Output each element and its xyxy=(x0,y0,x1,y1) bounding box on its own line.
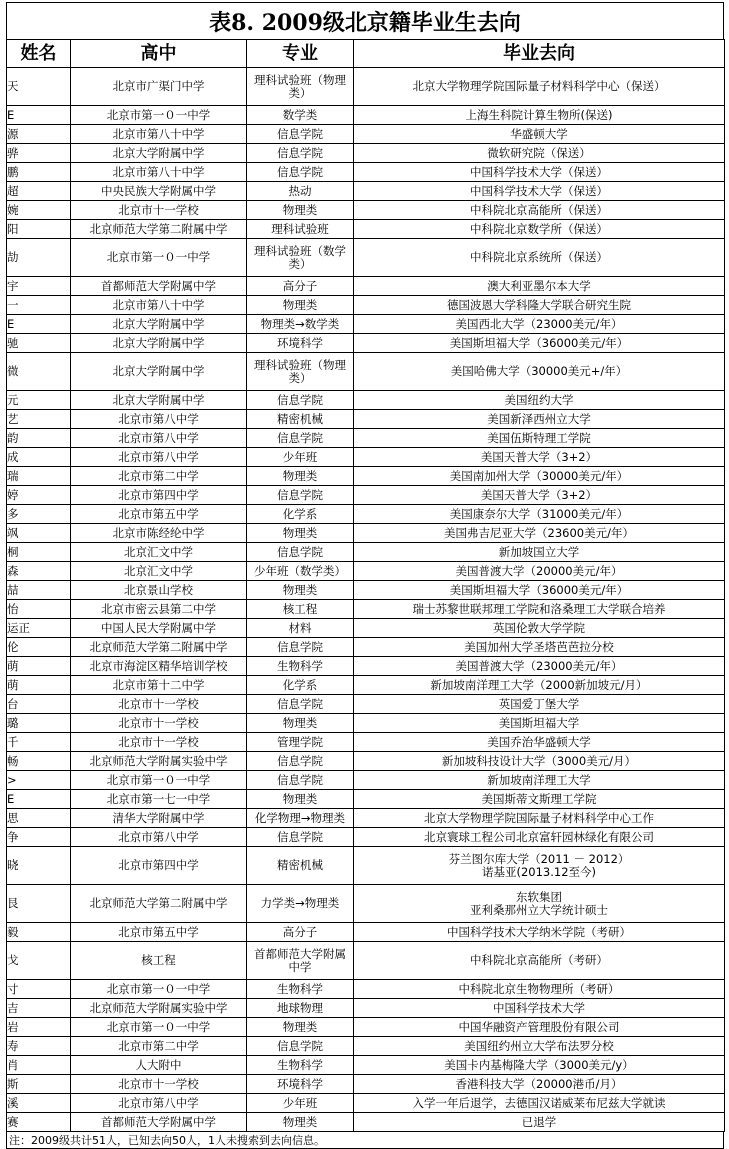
school-cell: 北京市广渠门中学 xyxy=(71,68,247,106)
school-cell: 北京市第一０一中学 xyxy=(71,106,247,125)
school-cell: 清华大学附属中学 xyxy=(71,809,247,828)
table-body xyxy=(7,68,725,1132)
table-row xyxy=(7,410,725,429)
table-row xyxy=(7,163,725,182)
school-cell: 北京大学附属中学 xyxy=(71,315,247,334)
name-cell: E xyxy=(7,106,71,125)
table-row xyxy=(7,999,725,1018)
name-cell: 婷 xyxy=(7,486,71,505)
header-major: 专业 xyxy=(247,40,354,68)
destination-cell: 中国科学技术大学（保送） xyxy=(354,182,725,201)
school-cell: 北京市第八中学 xyxy=(71,429,247,448)
major-cell: 信息学院 xyxy=(247,771,354,790)
table-row xyxy=(7,1018,725,1037)
name-cell: 成 xyxy=(7,448,71,467)
footnote: 注：2009级共计51人，已知去向50人，1人未搜索到去向信息。 xyxy=(6,1132,724,1149)
table-row xyxy=(7,714,725,733)
name-cell: 元 xyxy=(7,391,71,410)
major-cell: 信息学院 xyxy=(247,144,354,163)
name-cell: 飒 xyxy=(7,524,71,543)
name-cell: > xyxy=(7,771,71,790)
major-cell: 环境科学 xyxy=(247,1075,354,1094)
name-cell: 畅 xyxy=(7,752,71,771)
destination-cell: 北京寰球工程公司北京富轩园林绿化有限公司 xyxy=(354,828,725,847)
destination-cell: 中科院北京高能所（保送） xyxy=(354,201,725,220)
destination-cell: 美国西北大学（23000美元/年） xyxy=(354,315,725,334)
school-cell: 北京市密云县第二中学 xyxy=(71,600,247,619)
school-cell: 首都师范大学附属中学 xyxy=(71,1113,247,1132)
table-row xyxy=(7,581,725,600)
name-cell: 韵 xyxy=(7,429,71,448)
school-cell: 中国人民大学附属中学 xyxy=(71,619,247,638)
major-cell: 物理类 xyxy=(247,714,354,733)
school-cell: 北京大学附属中学 xyxy=(71,144,247,163)
name-cell: 吉 xyxy=(7,999,71,1018)
destination-cell: 中科院北京系统所（保送） xyxy=(354,239,725,277)
table-row xyxy=(7,695,725,714)
major-cell: 物理类 xyxy=(247,790,354,809)
name-cell: 超 xyxy=(7,182,71,201)
school-cell: 北京市第一七一中学 xyxy=(71,790,247,809)
destination-cell: 中科院北京生物物理所（考研） xyxy=(354,980,725,999)
name-cell: 赛 xyxy=(7,1113,71,1132)
destination-cell: 美国斯坦福大学 xyxy=(354,714,725,733)
school-cell: 北京师范大学第二附属中学 xyxy=(71,220,247,239)
school-cell: 北京汇文中学 xyxy=(71,543,247,562)
header-name: 姓名 xyxy=(7,40,71,68)
destination-cell: 美国加州大学圣塔芭芭拉分校 xyxy=(354,638,725,657)
destination-cell: 美国弗吉尼亚大学（23600美元/年） xyxy=(354,524,725,543)
name-cell: 萌 xyxy=(7,676,71,695)
name-cell: 运正 xyxy=(7,619,71,638)
major-cell: 生物科学 xyxy=(247,657,354,676)
destination-cell: 美国哈佛大学（30000美元+/年） xyxy=(354,353,725,391)
major-cell: 精密机械 xyxy=(247,847,354,885)
school-cell: 北京市十一学校 xyxy=(71,714,247,733)
table-row xyxy=(7,980,725,999)
destination-cell: 北京大学物理学院国际量子材料科学中心（保送） xyxy=(354,68,725,106)
name-cell: 鹏 xyxy=(7,163,71,182)
name-cell: 戈 xyxy=(7,942,71,980)
school-cell: 北京大学附属中学 xyxy=(71,353,247,391)
name-cell: 艮 xyxy=(7,885,71,923)
name-cell: 寿 xyxy=(7,1037,71,1056)
table-row xyxy=(7,429,725,448)
major-cell: 数学类 xyxy=(247,106,354,125)
destination-cell: 美国南加州大学（30000美元/年） xyxy=(354,467,725,486)
major-cell: 高分子 xyxy=(247,923,354,942)
major-cell: 少年班 xyxy=(247,1094,354,1113)
name-cell: 驰 xyxy=(7,334,71,353)
destination-cell: 上海生科院计算生物所(保送) xyxy=(354,106,725,125)
destination-cell: 东软集团 亚利桑那州立大学统计硕士 xyxy=(354,885,725,923)
major-cell: 信息学院 xyxy=(247,752,354,771)
table-row xyxy=(7,1075,725,1094)
table-row xyxy=(7,676,725,695)
destination-cell: 美国斯坦福大学（36000美元/年） xyxy=(354,334,725,353)
school-cell: 核工程 xyxy=(71,942,247,980)
school-cell: 中央民族大学附属中学 xyxy=(71,182,247,201)
school-cell: 北京大学附属中学 xyxy=(71,391,247,410)
destination-cell: 英国爱丁堡大学 xyxy=(354,695,725,714)
table-row xyxy=(7,600,725,619)
major-cell: 化学系 xyxy=(247,676,354,695)
table-row xyxy=(7,1056,725,1075)
major-cell: 热动 xyxy=(247,182,354,201)
table-row xyxy=(7,239,725,277)
major-cell: 首都师范大学附属中学 xyxy=(247,942,354,980)
major-cell: 物理类 xyxy=(247,201,354,220)
school-cell: 北京市第二中学 xyxy=(71,1037,247,1056)
major-cell: 物理类 xyxy=(247,524,354,543)
major-cell: 理科试验班（数学类） xyxy=(247,239,354,277)
school-cell: 首都师范大学附属中学 xyxy=(71,277,247,296)
table-row xyxy=(7,296,725,315)
name-cell: 多 xyxy=(7,505,71,524)
destination-cell: 澳大利亚墨尔本大学 xyxy=(354,277,725,296)
school-cell: 北京市第十二中学 xyxy=(71,676,247,695)
table-row xyxy=(7,619,725,638)
table-row xyxy=(7,923,725,942)
school-cell: 北京市十一学校 xyxy=(71,201,247,220)
name-cell: 天 xyxy=(7,68,71,106)
school-cell: 北京市十一学校 xyxy=(71,1075,247,1094)
table-row xyxy=(7,657,725,676)
table-row xyxy=(7,201,725,220)
major-cell: 物理类→数学类 xyxy=(247,315,354,334)
school-cell: 北京市第一０一中学 xyxy=(71,980,247,999)
major-cell: 信息学院 xyxy=(247,695,354,714)
table-row xyxy=(7,220,725,239)
major-cell: 信息学院 xyxy=(247,163,354,182)
table-row xyxy=(7,733,725,752)
destination-cell: 芬兰图尔库大学（2011 － 2012） 诺基亚(2013.12至今) xyxy=(354,847,725,885)
table-row xyxy=(7,486,725,505)
table-row xyxy=(7,505,725,524)
destination-cell: 新加坡南洋理工大学（2000新加坡元/月） xyxy=(354,676,725,695)
destination-cell: 美国斯蒂文斯理工学院 xyxy=(354,790,725,809)
destination-cell: 新加坡南洋理工大学 xyxy=(354,771,725,790)
name-cell: 思 xyxy=(7,809,71,828)
name-cell: 源 xyxy=(7,125,71,144)
major-cell: 化学系 xyxy=(247,505,354,524)
table-row xyxy=(7,1113,725,1132)
name-cell: 一 xyxy=(7,296,71,315)
destination-cell: 中国科学技术大学纳米学院（考研） xyxy=(354,923,725,942)
destination-cell: 英国伦敦大学学院 xyxy=(354,619,725,638)
destination-cell: 美国新泽西州立大学 xyxy=(354,410,725,429)
destination-cell: 美国普渡大学（23000美元/年） xyxy=(354,657,725,676)
table-row xyxy=(7,543,725,562)
destination-cell: 美国乔治华盛顿大学 xyxy=(354,733,725,752)
major-cell: 少年班（数学类） xyxy=(247,562,354,581)
destination-cell: 美国天普大学（3+2） xyxy=(354,486,725,505)
school-cell: 北京师范大学第二附属中学 xyxy=(71,885,247,923)
header-row xyxy=(7,40,725,68)
name-cell: 骅 xyxy=(7,144,71,163)
major-cell: 物理类 xyxy=(247,467,354,486)
destination-cell: 美国卡内基梅隆大学（3000美元/y） xyxy=(354,1056,725,1075)
destination-cell: 美国伍斯特理工学院 xyxy=(354,429,725,448)
document xyxy=(6,2,724,1149)
major-cell: 信息学院 xyxy=(247,638,354,657)
school-cell: 北京市第四中学 xyxy=(71,847,247,885)
major-cell: 精密机械 xyxy=(247,410,354,429)
major-cell: 信息学院 xyxy=(247,125,354,144)
name-cell: 劼 xyxy=(7,239,71,277)
school-cell: 北京市第二中学 xyxy=(71,467,247,486)
major-cell: 物理类 xyxy=(247,581,354,600)
school-cell: 北京市第五中学 xyxy=(71,923,247,942)
major-cell: 高分子 xyxy=(247,277,354,296)
destination-cell: 已退学 xyxy=(354,1113,725,1132)
name-cell: 瑞 xyxy=(7,467,71,486)
name-cell: 阳 xyxy=(7,220,71,239)
name-cell: 萌 xyxy=(7,657,71,676)
school-cell: 北京市第八十中学 xyxy=(71,125,247,144)
table-row xyxy=(7,448,725,467)
major-cell: 地球物理 xyxy=(247,999,354,1018)
major-cell: 理科试验班（物理类） xyxy=(247,353,354,391)
major-cell: 力学类→物理类 xyxy=(247,885,354,923)
school-cell: 北京市第一０一中学 xyxy=(71,239,247,277)
name-cell: 喆 xyxy=(7,581,71,600)
school-cell: 北京汇文中学 xyxy=(71,562,247,581)
major-cell: 物理类 xyxy=(247,296,354,315)
destination-cell: 微软研究院（保送） xyxy=(354,144,725,163)
destination-cell: 新加坡科技设计大学（3000美元/月） xyxy=(354,752,725,771)
name-cell: E xyxy=(7,315,71,334)
name-cell: 怡 xyxy=(7,600,71,619)
major-cell: 化学物理→物理类 xyxy=(247,809,354,828)
destination-cell: 新加坡国立大学 xyxy=(354,543,725,562)
major-cell: 信息学院 xyxy=(247,391,354,410)
major-cell: 材料 xyxy=(247,619,354,638)
major-cell: 生物科学 xyxy=(247,980,354,999)
name-cell: 岩 xyxy=(7,1018,71,1037)
destination-cell: 美国天普大学（3+2） xyxy=(354,448,725,467)
name-cell: 森 xyxy=(7,562,71,581)
table-row xyxy=(7,68,725,106)
name-cell: 璐 xyxy=(7,714,71,733)
table-row xyxy=(7,315,725,334)
destination-cell: 美国普渡大学（20000美元/年） xyxy=(354,562,725,581)
school-cell: 北京市十一学校 xyxy=(71,733,247,752)
school-cell: 人大附中 xyxy=(71,1056,247,1075)
school-cell: 北京师范大学附属实验中学 xyxy=(71,752,247,771)
table-row xyxy=(7,277,725,296)
table-row xyxy=(7,106,725,125)
major-cell: 信息学院 xyxy=(247,828,354,847)
school-cell: 北京景山学校 xyxy=(71,581,247,600)
major-cell: 物理类 xyxy=(247,1018,354,1037)
name-cell: 溪 xyxy=(7,1094,71,1113)
table-row xyxy=(7,847,725,885)
name-cell: 斯 xyxy=(7,1075,71,1094)
table-row xyxy=(7,790,725,809)
name-cell: 台 xyxy=(7,695,71,714)
table-row xyxy=(7,885,725,923)
school-cell: 北京市第四中学 xyxy=(71,486,247,505)
school-cell: 北京师范大学附属实验中学 xyxy=(71,999,247,1018)
major-cell: 物理类 xyxy=(247,1113,354,1132)
destination-cell: 瑞士苏黎世联邦理工学院和洛桑理工大学联合培养 xyxy=(354,600,725,619)
name-cell: E xyxy=(7,790,71,809)
school-cell: 北京大学附属中学 xyxy=(71,334,247,353)
major-cell: 管理学院 xyxy=(247,733,354,752)
name-cell: 寸 xyxy=(7,980,71,999)
destination-cell: 中国华融资产管理股份有限公司 xyxy=(354,1018,725,1037)
school-cell: 北京市第一０一中学 xyxy=(71,771,247,790)
school-cell: 北京师范大学第二附属中学 xyxy=(71,638,247,657)
major-cell: 生物科学 xyxy=(247,1056,354,1075)
name-cell: 桐 xyxy=(7,543,71,562)
table-row xyxy=(7,638,725,657)
destination-cell: 中科院北京数学所（保送） xyxy=(354,220,725,239)
destination-cell: 德国波恩大学科隆大学联合研究生院 xyxy=(354,296,725,315)
major-cell: 核工程 xyxy=(247,600,354,619)
school-cell: 北京市第八中学 xyxy=(71,448,247,467)
school-cell: 北京市第八中学 xyxy=(71,1094,247,1113)
table-row xyxy=(7,771,725,790)
school-cell: 北京市陈经纶中学 xyxy=(71,524,247,543)
name-cell: 晓 xyxy=(7,847,71,885)
table-row xyxy=(7,828,725,847)
header-destination: 毕业去向 xyxy=(354,40,725,68)
name-cell: 婉 xyxy=(7,201,71,220)
destination-cell: 中科院北京高能所（考研） xyxy=(354,942,725,980)
table-title: 表8. 2009级北京籍毕业生去向 xyxy=(6,2,724,39)
school-cell: 北京市第五中学 xyxy=(71,505,247,524)
major-cell: 理科试验班（物理类） xyxy=(247,68,354,106)
destination-cell: 美国斯坦福大学（36000美元/年） xyxy=(354,581,725,600)
name-cell: 争 xyxy=(7,828,71,847)
table-row xyxy=(7,353,725,391)
destination-cell: 香港科技大学（20000港币/月） xyxy=(354,1075,725,1094)
name-cell: 肖 xyxy=(7,1056,71,1075)
school-cell: 北京市第一０一中学 xyxy=(71,1018,247,1037)
school-cell: 北京市第八十中学 xyxy=(71,163,247,182)
destination-cell: 美国纽约大学 xyxy=(354,391,725,410)
destination-cell: 美国纽约州立大学布法罗分校 xyxy=(354,1037,725,1056)
major-cell: 环境科学 xyxy=(247,334,354,353)
name-cell: 艺 xyxy=(7,410,71,429)
table-row xyxy=(7,1037,725,1056)
major-cell: 少年班 xyxy=(247,448,354,467)
table-row xyxy=(7,1094,725,1113)
name-cell: 伦 xyxy=(7,638,71,657)
school-cell: 北京市第八十中学 xyxy=(71,296,247,315)
table-row xyxy=(7,524,725,543)
major-cell: 信息学院 xyxy=(247,1037,354,1056)
destination-cell: 中国科学技术大学 xyxy=(354,999,725,1018)
table-row xyxy=(7,125,725,144)
name-cell: 宇 xyxy=(7,277,71,296)
school-cell: 北京市第八中学 xyxy=(71,828,247,847)
destination-cell: 美国康奈尔大学（31000美元/年） xyxy=(354,505,725,524)
major-cell: 理科试验班 xyxy=(247,220,354,239)
destination-cell: 中国科学技术大学（保送） xyxy=(354,163,725,182)
table-row xyxy=(7,752,725,771)
table-row xyxy=(7,334,725,353)
school-cell: 北京市海淀区精华培训学校 xyxy=(71,657,247,676)
table-row xyxy=(7,391,725,410)
name-cell: 千 xyxy=(7,733,71,752)
destination-cell: 华盛顿大学 xyxy=(354,125,725,144)
major-cell: 信息学院 xyxy=(247,543,354,562)
table-row xyxy=(7,562,725,581)
destination-cell: 入学一年后退学，去德国汉诺威莱布尼兹大学就读 xyxy=(354,1094,725,1113)
header-school: 高中 xyxy=(71,40,247,68)
table-row xyxy=(7,144,725,163)
destination-cell: 北京大学物理学院国际量子材料科学中心工作 xyxy=(354,809,725,828)
table-row xyxy=(7,182,725,201)
name-cell: 毅 xyxy=(7,923,71,942)
name-cell: 微 xyxy=(7,353,71,391)
table-row xyxy=(7,809,725,828)
school-cell: 北京市十一学校 xyxy=(71,695,247,714)
major-cell: 信息学院 xyxy=(247,486,354,505)
table-row xyxy=(7,467,725,486)
table-row xyxy=(7,942,725,980)
school-cell: 北京市第八中学 xyxy=(71,410,247,429)
graduates-table xyxy=(6,39,725,1132)
major-cell: 信息学院 xyxy=(247,429,354,448)
